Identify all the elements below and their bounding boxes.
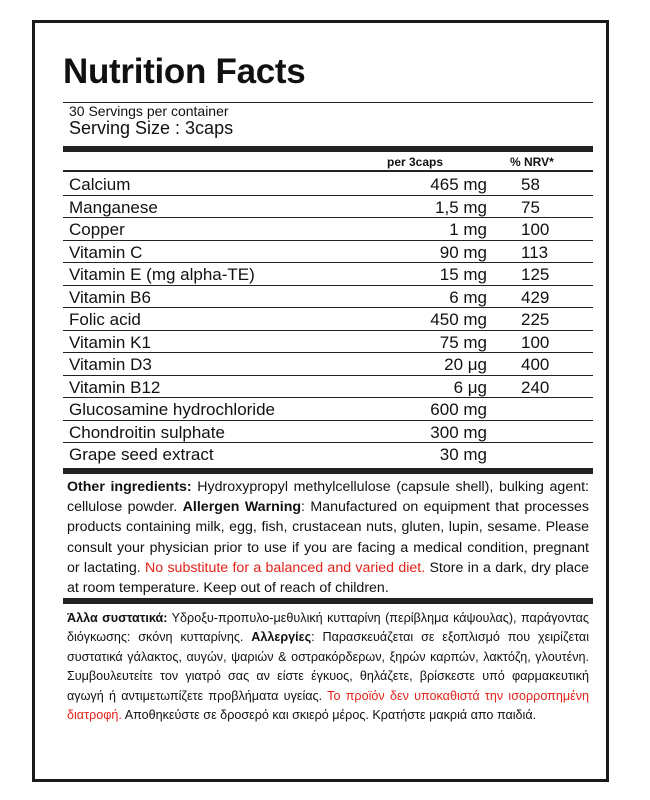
nutrient-row — [63, 398, 593, 421]
greek-ingredients-text — [67, 609, 589, 725]
nutrient-table — [63, 173, 593, 466]
nutrient-amount: 30 mg — [439, 445, 487, 464]
nutrient-amount: 90 mg — [439, 242, 487, 262]
nutrient-name: Glucosamine hydrochloride — [69, 400, 275, 419]
nutrient-amount: 6 mg — [449, 287, 487, 307]
nutrient-row — [63, 308, 593, 331]
nutrient-name: Vitamin B12 — [69, 377, 161, 397]
diet-warning-text: No substitute for a balanced and varied diet. — [145, 559, 426, 576]
nutrient-amount: 1,5 mg — [435, 197, 487, 217]
nutrient-nrv: 225 — [521, 310, 550, 329]
other-ingredients-label: Other ingredients: — [67, 479, 192, 495]
nutrient-row — [63, 376, 593, 399]
column-header-nrv: % NRV* — [510, 155, 554, 169]
nutrient-name: Vitamin B6 — [69, 287, 151, 307]
column-header-per-serving: per 3caps — [387, 155, 444, 169]
greek-allergen-label: Αλλεργίες — [251, 630, 312, 645]
nutrient-row — [63, 196, 593, 219]
label-title: Nutrition Facts — [63, 52, 306, 91]
nutrient-amount: 600 mg — [430, 400, 487, 419]
nutrient-row — [63, 241, 593, 264]
nutrient-nrv: 113 — [521, 242, 549, 262]
greek-storage-text: Αποθηκεύστε σε δροσερό και σκιερό μέρος. Κρατήστε μακριά απο παιδιά. — [121, 708, 537, 723]
servings-per-container: 30 Servings per container — [69, 103, 229, 119]
nutrient-amount: 75 mg — [439, 332, 487, 352]
nutrient-amount: 465 mg — [430, 175, 487, 194]
header-divider — [63, 170, 593, 172]
nutrient-amount: 20 μg — [444, 355, 487, 374]
nutrient-name: Chondroitin sulphate — [69, 422, 225, 442]
nutrient-row — [63, 218, 593, 241]
nutrient-amount: 300 mg — [430, 422, 487, 442]
nutrient-name: Calcium — [69, 175, 131, 194]
nutrient-name: Vitamin C — [69, 242, 143, 262]
nutrient-row — [63, 331, 593, 354]
nutrient-amount: 6 μg — [453, 377, 487, 397]
nutrient-name: Grape seed extract — [69, 445, 214, 464]
nutrient-nrv: 100 — [521, 332, 550, 352]
nutrient-row — [63, 286, 593, 309]
storage-text: Store in a dark, dry place at room temperature. Keep out of reach of children. — [67, 559, 589, 597]
greek-other-ingredients-label: Άλλα συστατικά: — [67, 611, 168, 625]
nutrient-row — [63, 353, 593, 376]
nutrient-name: Vitamin K1 — [69, 332, 151, 352]
greek-diet-warning-text: Το προϊόν δεν υποκαθιστά την ισορροπημένη διατροφή. — [67, 688, 590, 723]
nutrient-name: Manganese — [69, 197, 158, 217]
serving-divider — [63, 146, 593, 152]
nutrient-name: Copper — [69, 220, 125, 239]
nutrient-name: Vitamin D3 — [69, 355, 152, 374]
nutrient-nrv: 100 — [521, 220, 550, 239]
table-bottom-divider — [63, 468, 593, 474]
allergen-warning-text: : Manufactured on equipment that processes products containing milk, egg, fish, crustacean nuts, gluten, lupin, sesame. Please consult your physician prior to use if you are facing a medical condition, pregnant or lactating. — [67, 499, 590, 576]
greek-allergen-text: : Παρασκευάζεται σε εξοπλισμό που χειρίζεται συστατικά γάλακτος, αυγών, ψαριών & οστρακόρδερων, ξηρών καρπών, λακτόζη, γλουτένη. Συμβουλευτείτε τον γιατρό σας αν είστε έγκυος, θηλάζετε, βρίσκεστε υπό φαρμακευτική αγωγή ή αντιμετωπίζετε προβλήματα υγείας. — [67, 630, 589, 703]
greek-other-ingredients-text: Υδροξυ-προπυλο-μεθυλική κυτταρίνη (περίβλημα κάψουλας), παράγοντας διόγκωσης: σκόνη κυτταρίνης. — [67, 611, 590, 645]
nutrient-amount: 450 mg — [430, 310, 487, 329]
nutrient-row — [63, 263, 593, 286]
other-ingredients-text: Hydroxypropyl methylcellulose (capsule shell), bulking agent: cellulose powder. — [67, 479, 589, 516]
nutrient-amount: 1 mg — [449, 220, 487, 239]
nutrient-name: Folic acid — [69, 310, 141, 329]
nutrient-nrv: 400 — [521, 355, 550, 374]
nutrient-nrv: 58 — [521, 175, 540, 194]
serving-size: Serving Size : 3caps — [69, 118, 234, 138]
allergen-warning-label: Allergen Warning — [182, 499, 302, 516]
nutrition-label — [32, 20, 609, 782]
nutrient-row — [63, 421, 593, 444]
nutrient-name: Vitamin E (mg alpha-TE) — [69, 265, 255, 284]
nutrient-nrv: 125 — [521, 265, 550, 284]
nutrient-row — [63, 173, 593, 196]
nutrient-amount: 15 mg — [439, 265, 487, 284]
nutrient-row — [63, 443, 593, 466]
nutrient-nrv: 240 — [521, 377, 550, 397]
nutrient-nrv: 75 — [521, 197, 540, 217]
language-divider — [63, 598, 593, 604]
nutrient-nrv: 429 — [521, 287, 550, 307]
english-ingredients-text — [67, 477, 589, 598]
